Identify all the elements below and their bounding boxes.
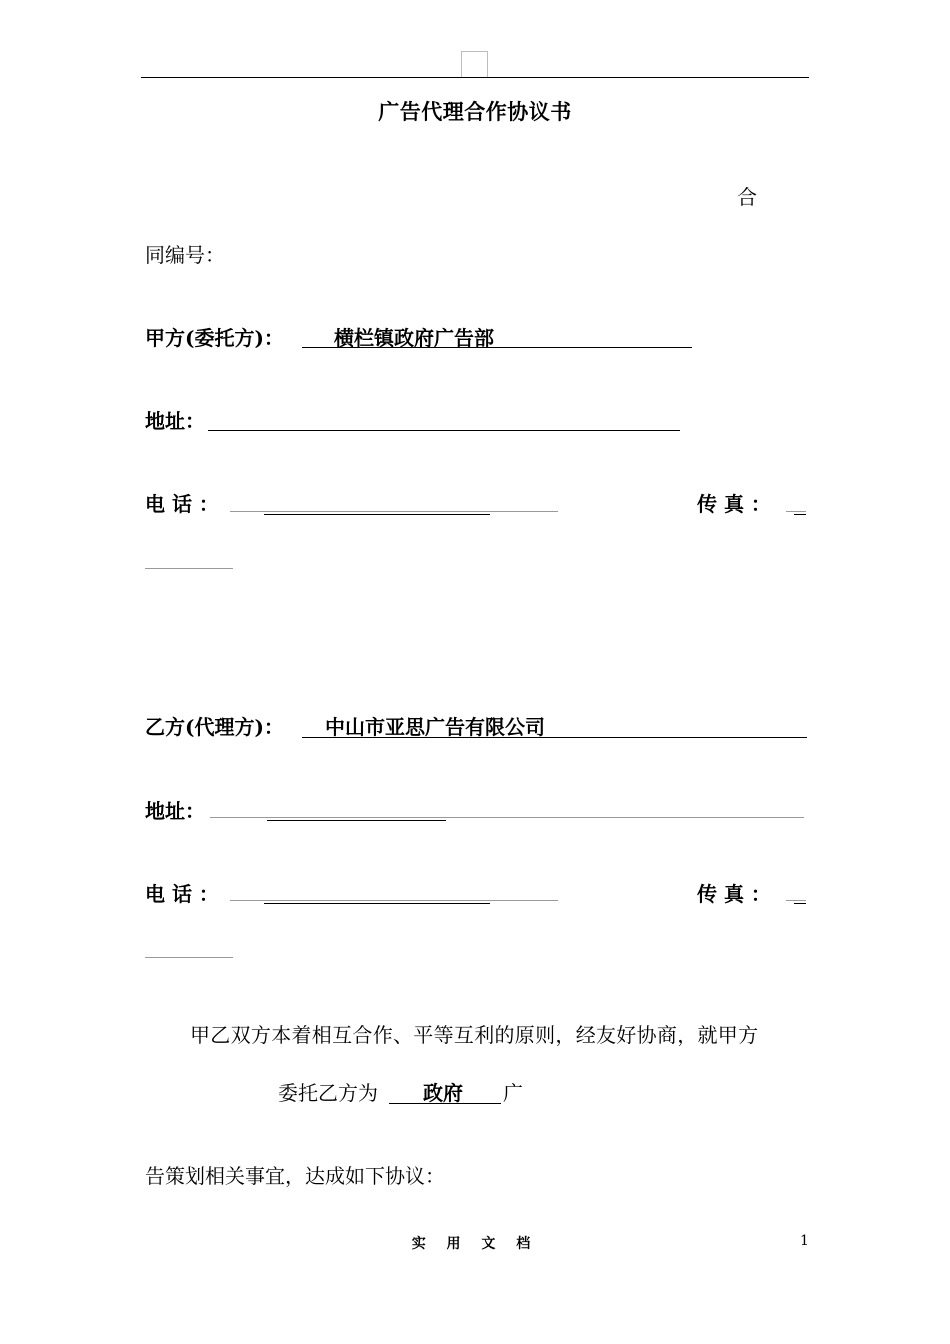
party-a-label: 甲方(委托方)： xyxy=(145,326,284,350)
agreement-fill-underline xyxy=(389,1103,501,1104)
agreement-fill-value: 政府 xyxy=(423,1081,463,1105)
party-b-phone-guide xyxy=(230,900,558,901)
party-a-fax-field[interactable] xyxy=(794,514,806,515)
party-a-address-label: 地址： xyxy=(145,409,205,433)
party-b-phone-field[interactable] xyxy=(264,903,490,904)
party-b-phone-label: 电 话 ： xyxy=(145,882,219,906)
party-a-fax-guide xyxy=(786,511,806,512)
party-a-phone-field[interactable] xyxy=(264,514,490,515)
party-b-fax-field-continued[interactable] xyxy=(145,957,233,958)
contract-no-label: 同编号： xyxy=(145,243,225,267)
party-b-fax-guide xyxy=(786,900,806,901)
footer-text: 实 用 文 档 xyxy=(411,1236,539,1252)
party-a-fax-label: 传 真 ： xyxy=(697,492,771,516)
header-box xyxy=(461,51,488,77)
party-b-address-field[interactable] xyxy=(267,820,446,821)
party-a-fax-field-continued[interactable] xyxy=(145,568,233,569)
contract-no-part1: 合 xyxy=(737,185,757,209)
header-rule xyxy=(141,77,809,78)
page-number: 1 xyxy=(800,1233,809,1249)
party-b-fax-label: 传 真 ： xyxy=(697,882,771,906)
party-a-phone-guide xyxy=(230,511,558,512)
agreement-paragraph-line2-suffix: 广 xyxy=(503,1081,523,1105)
party-b-label: 乙方(代理方)： xyxy=(145,715,284,739)
agreement-paragraph-line3: 告策划相关事宜，达成如下协议： xyxy=(145,1164,445,1188)
party-a-phone-label: 电 话 ： xyxy=(145,492,219,516)
party-a-name-underline xyxy=(302,347,692,348)
party-b-name: 中山市亚思广告有限公司 xyxy=(325,715,545,739)
party-b-fax-field[interactable] xyxy=(794,903,806,904)
agreement-paragraph-line1: 甲乙双方本着相互合作、平等互利的原则，经友好协商，就甲方 xyxy=(190,1023,759,1047)
party-a-name: 横栏镇政府广告部 xyxy=(334,326,494,350)
party-b-address-guide xyxy=(210,817,804,818)
party-b-address-label: 地址： xyxy=(145,799,205,823)
party-b-name-underline xyxy=(302,737,807,738)
party-a-address-field[interactable] xyxy=(208,430,680,431)
agreement-paragraph-line2-prefix: 委托乙方为 xyxy=(278,1081,378,1105)
document-title: 广告代理合作协议书 xyxy=(378,99,572,124)
